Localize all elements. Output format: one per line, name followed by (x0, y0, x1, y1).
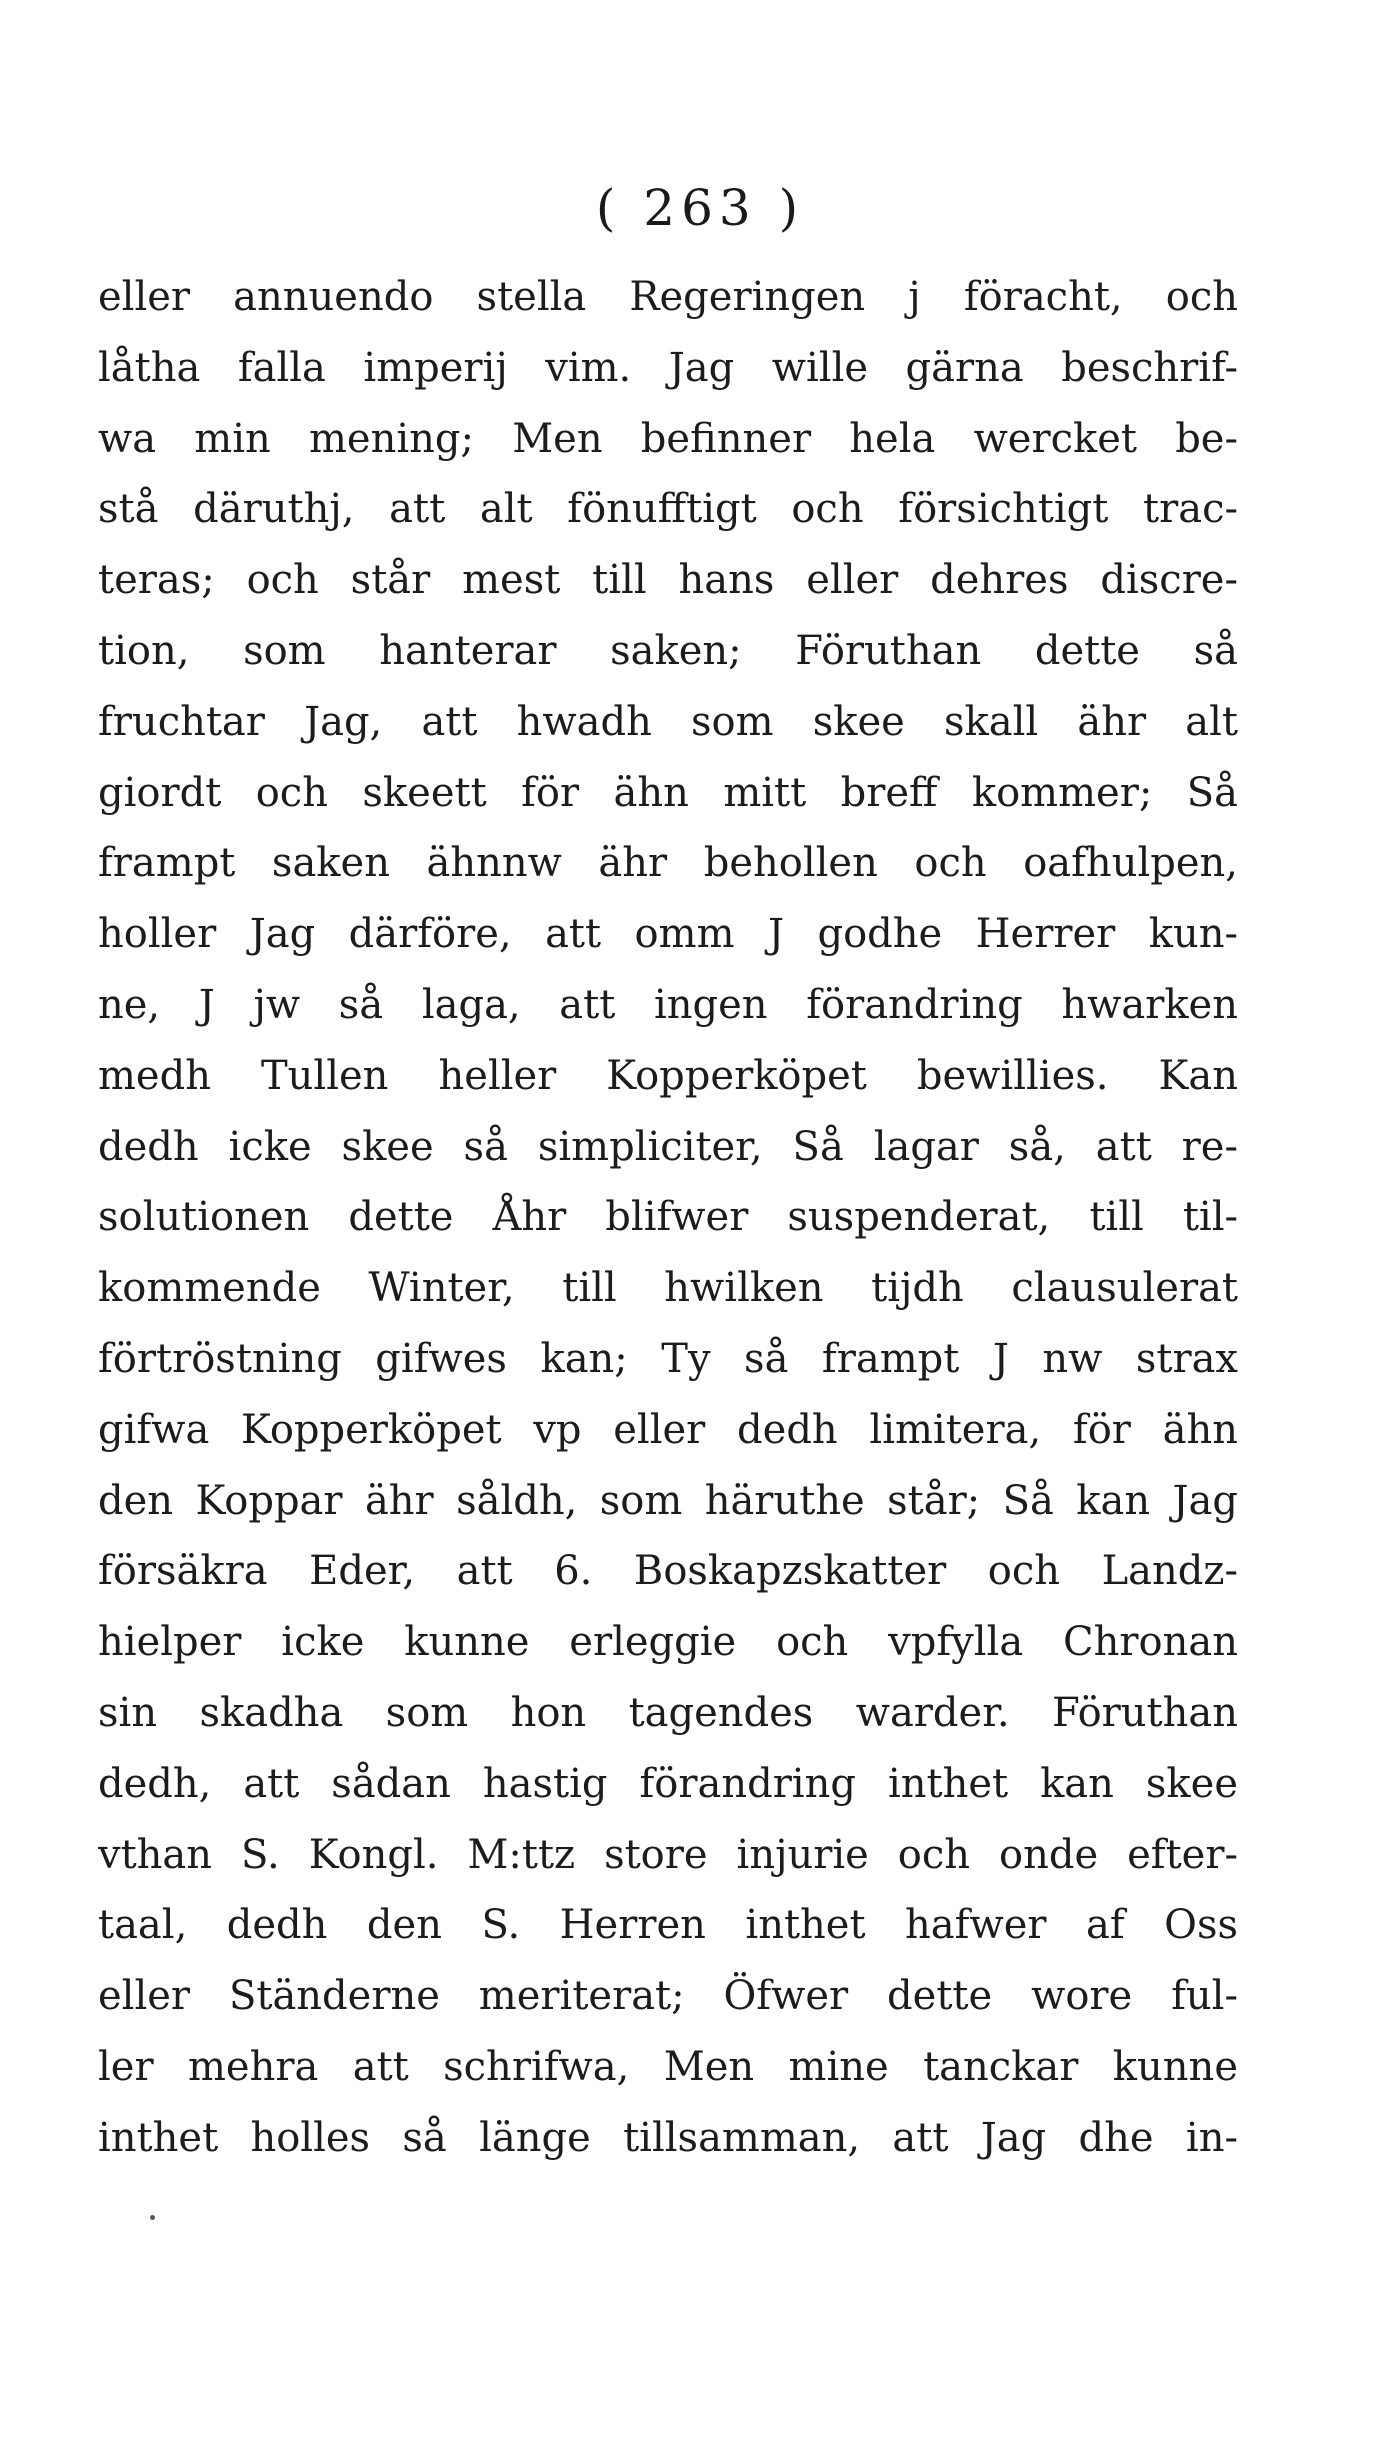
text-line: medh Tullen heller Kopperköpet bewillies. Kan (98, 1052, 1238, 1099)
text-line: kommende Winter, till hwilken tijdh clausulerat (98, 1265, 1238, 1312)
text-line: wa min mening; Men befinner hela wercket be- (98, 415, 1238, 462)
text-line: sin skadha som hon tagendes warder. Föruthan (98, 1689, 1238, 1736)
page-number: ( 263 ) (595, 179, 805, 237)
text-line: förtröstning gifwes kan; Ty så frampt J nw strax (98, 1335, 1238, 1382)
text-line: stå däruthj, att alt fönufftigt och försichtigt trac- (98, 486, 1238, 533)
text-line: försäkra Eder, att 6. Boskapzskatter och Landz- (98, 1548, 1238, 1595)
text-line: eller Ständerne meriterat; Öfwer dette wore ful- (98, 1973, 1238, 2020)
body-text (98, 262, 1238, 2174)
text-line: eller annuendo stella Regeringen j föracht, och (98, 274, 1238, 320)
text-line: giordt och skeett för ähn mitt breff kommer; Så (98, 769, 1238, 816)
text-line: teras; och står mest till hans eller dehres discre- (98, 557, 1238, 604)
text-line: dedh, att sådan hastig förandring inthet kan skee (98, 1760, 1238, 1807)
text-line: låtha falla imperij vim. Jag wille gärna beschrif- (98, 344, 1238, 391)
text-line: gifwa Kopperköpet vp eller dedh limitera, för ähn (98, 1406, 1238, 1453)
paper-speck (150, 2215, 155, 2220)
text-line: holler Jag därföre, att omm J godhe Herrer kun- (98, 911, 1238, 958)
text-line: den Koppar ähr såldh, som häruthe står; Så kan Jag (98, 1477, 1238, 1524)
text-line: solutionen dette Åhr blifwer suspenderat, till til- (98, 1194, 1238, 1241)
text-line: vthan S. Kongl. M:ttz store injurie och onde efter- (98, 1831, 1238, 1878)
text-line: frampt saken ähnnw ähr behollen och oafhulpen, (98, 840, 1238, 887)
text-line: taal, dedh den S. Herren inthet hafwer af Oss (98, 1902, 1238, 1949)
text-line: ler mehra att schrifwa, Men mine tanckar kunne (98, 2043, 1238, 2090)
text-line: ne, J jw så laga, att ingen förandring hwarken (98, 981, 1238, 1028)
text-line: fruchtar Jag, att hwadh som skee skall ähr alt (98, 698, 1238, 745)
text-line: tion, som hanterar saken; Föruthan dette så (98, 627, 1238, 674)
text-line: inthet holles så länge tillsamman, att Jag dhe in- (98, 2114, 1238, 2161)
text-line: hielper icke kunne erleggie och vpfylla Chronan (98, 1619, 1238, 1666)
text-line: dedh icke skee så simpliciter, Så lagar så, att re- (98, 1123, 1238, 1170)
